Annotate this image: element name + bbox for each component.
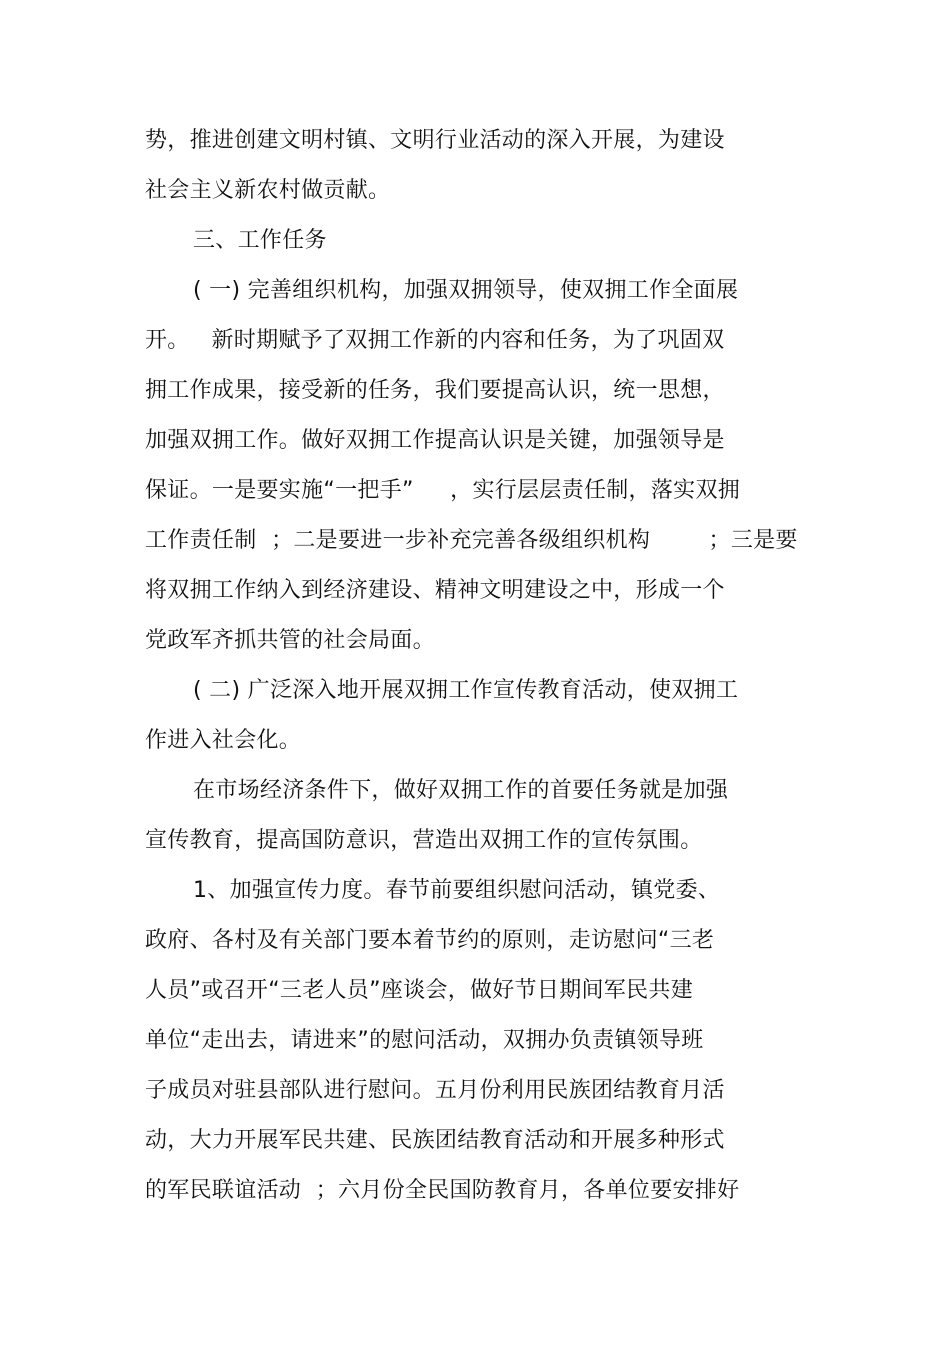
text-line: 社会主义新农村做贡献。: [145, 178, 391, 203]
text-line: 动，大力开展军民共建、民族团结教育活动和开展多种形式: [145, 1128, 725, 1153]
text-line: 党政军齐抓共管的社会局面。: [145, 628, 435, 653]
text-line: 加强双拥工作。做好双拥工作提高认识是关键，加强领导是: [145, 428, 725, 453]
text-line: 单位“走出去，请进来”的慰问活动，双拥办负责镇领导班: [145, 1028, 704, 1053]
subsection-heading: ( 二) 广泛深入地开展双拥工作宣传教育活动，使双拥工: [193, 678, 739, 703]
text-line: 子成员对驻县部队进行慰问。五月份利用民族团结教育月活: [145, 1078, 725, 1103]
text-line: 工作责任制 ；二是要进一步补充完善各级组织机构 ；三是要: [145, 528, 798, 553]
text-line: 在市场经济条件下，做好双拥工作的首要任务就是加强: [193, 778, 729, 803]
text-line: 势，推进创建文明村镇、文明行业活动的深入开展，为建设: [145, 128, 725, 153]
text-line: 作进入社会化。: [145, 728, 302, 753]
text-line: 政府、各村及有关部门要本着节约的原则，走访慰问“三老: [145, 928, 715, 953]
text-line: 1、加强宣传力度。春节前要组织慰问活动，镇党委、: [193, 878, 721, 903]
text-line: 开。 新时期赋予了双拥工作新的内容和任务，为了巩固双: [145, 328, 725, 353]
text-line: 将双拥工作纳入到经济建设、精神文明建设之中，形成一个: [145, 578, 725, 603]
text-line: 保证。一是要实施“一把手” ，实行层层责任制，落实双拥: [145, 478, 741, 503]
section-heading: 三、工作任务: [193, 228, 327, 253]
text-line: 的军民联谊活动 ；六月份全民国防教育月，各单位要安排好: [145, 1178, 740, 1203]
subsection-heading: ( 一) 完善组织机构，加强双拥领导，使双拥工作全面展: [193, 278, 739, 303]
text-line: 宣传教育，提高国防意识，营造出双拥工作的宣传氛围。: [145, 828, 703, 853]
text-line: 人员”或召开“三老人员”座谈会，做好节日期间军民共建: [145, 978, 693, 1003]
text-line: 拥工作成果，接受新的任务，我们要提高认识，统一思想，: [145, 378, 725, 403]
